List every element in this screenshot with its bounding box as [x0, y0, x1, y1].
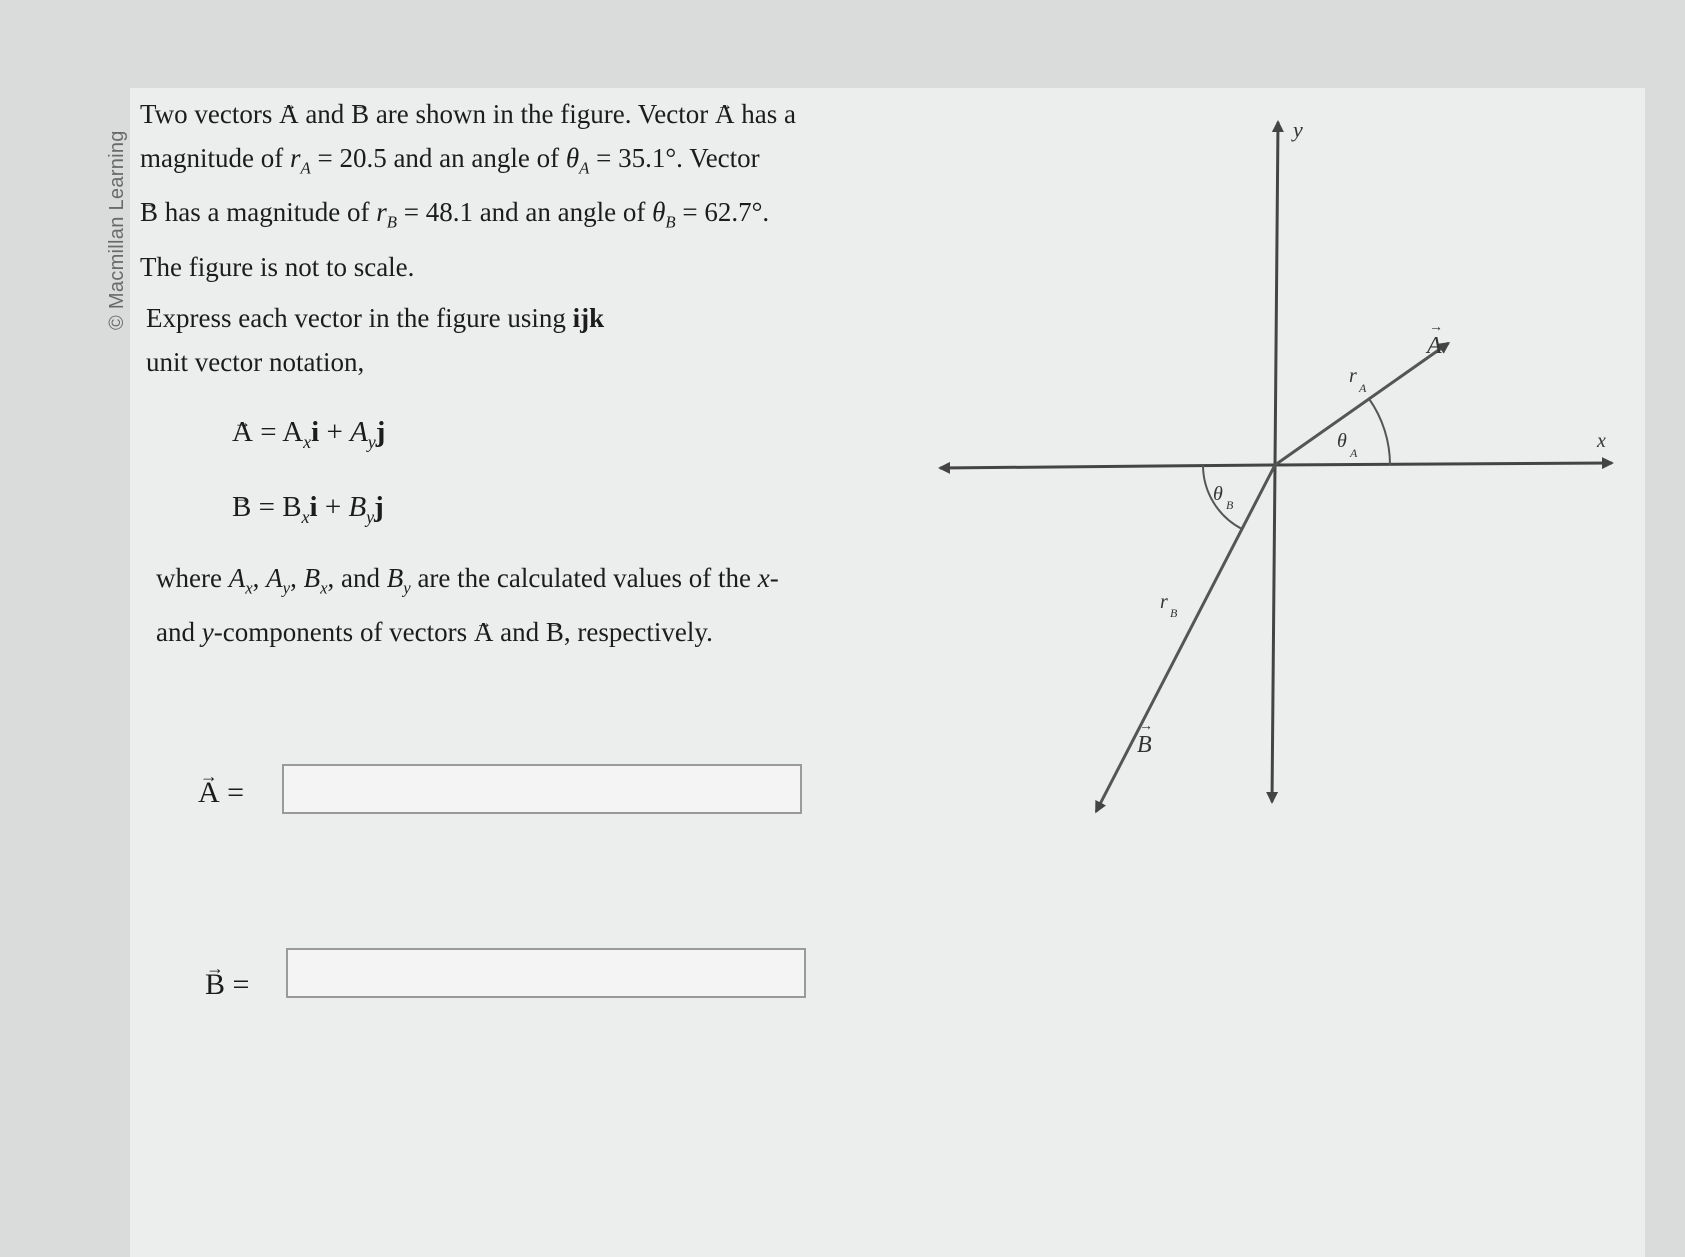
rA-subscript: A: [1359, 381, 1367, 395]
thetaA-subscript: A: [1350, 446, 1358, 460]
vector-B-arrow: [1096, 465, 1275, 812]
equation-A: A → = $A_xi + A_yj$: [232, 410, 385, 464]
copyright-credit: © Macmillan Learning: [106, 130, 128, 330]
problem-statement: Two vectors A → and B → are shown in the figure. Vector A → has a magnitude of $r_A = 20.5$ and an angle of $\theta_A = 35.1^\circ$. Vector B → has a magnitude of $r_B = 48.1$ and an angle of $\theta_B = 62.7^\circ$. The figure is not to scale.: [140, 92, 880, 289]
thetaB-label: θ: [1213, 483, 1223, 505]
rB-label: r: [1160, 591, 1168, 613]
vector-A-arrow: [1275, 343, 1448, 465]
y-axis-positive: [1275, 122, 1278, 465]
angle-arc-A: [1369, 399, 1390, 465]
equation-B: B → = $B_xi + B_yj$: [232, 485, 384, 539]
vector-B-symbol: B →: [351, 92, 369, 136]
vector-B-label: B: [1137, 732, 1152, 758]
thetaA-label: θ: [1337, 430, 1347, 452]
x-axis-positive: [1275, 463, 1612, 465]
explanation-text: where $A_x$, $A_y$, $B_x$, and $B_y$ are the calculated values of the x- and y-components of vectors A → and B →, respectively.: [156, 556, 876, 654]
y-axis-negative: [1272, 465, 1275, 802]
rA-label: r: [1349, 365, 1357, 387]
answer-label-B: B → =: [205, 968, 249, 1002]
axis-x-label: x: [1597, 430, 1606, 452]
rB-subscript: B: [1170, 606, 1178, 620]
vector-B-label-arrow: →: [1139, 719, 1153, 734]
axis-y-label: y: [1293, 117, 1303, 142]
vector-A-symbol: A →: [279, 92, 299, 136]
thetaB-subscript: B: [1226, 498, 1234, 512]
vector-A-label: A: [1427, 333, 1442, 359]
answer-label-A: A → =: [198, 776, 244, 810]
vector-A-label-arrow: →: [1429, 320, 1443, 335]
instruction-text: Express each vector in the figure using ijk unit vector notation,: [146, 303, 605, 377]
x-axis-negative: [940, 465, 1275, 468]
